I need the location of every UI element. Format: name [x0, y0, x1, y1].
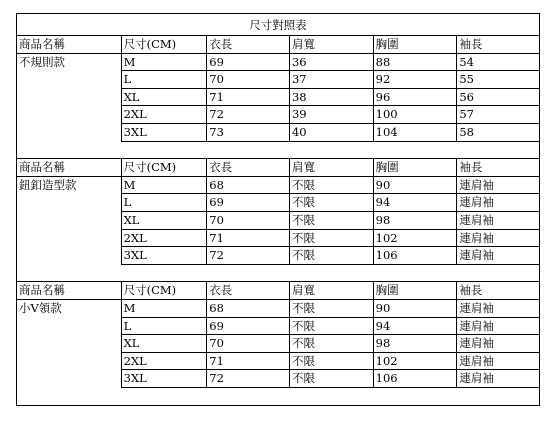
column-header: 袖長 [456, 36, 539, 54]
table-row [17, 335, 539, 353]
column-header: 胸圍 [373, 282, 457, 300]
product-name: 小V領款 [19, 300, 62, 315]
size-chart-table [16, 13, 540, 406]
column-header: 袖長 [456, 159, 539, 177]
table-cell: L [121, 194, 207, 212]
table-cell: 39 [289, 106, 373, 124]
table-row [17, 318, 539, 336]
column-header: 衣長 [206, 36, 289, 54]
header-row [17, 159, 539, 177]
table-cell: 3XL [121, 124, 207, 142]
table-cell: 連肩袖 [456, 194, 539, 212]
table-cell: 54 [456, 54, 539, 72]
table-cell: 連肩袖 [456, 335, 539, 353]
column-header: 尺寸(CM) [121, 282, 207, 300]
table-cell: 不限 [289, 247, 373, 265]
table-cell: 94 [373, 318, 457, 336]
table-cell: 102 [373, 230, 457, 248]
table-cell: M [121, 300, 207, 318]
table-cell: 72 [206, 247, 289, 265]
table-cell: 3XL [121, 247, 207, 265]
table-cell: 68 [206, 300, 289, 318]
table-cell: 36 [289, 54, 373, 72]
table-cell: 106 [373, 247, 457, 265]
column-header: 衣長 [206, 282, 289, 300]
table-cell: 71 [206, 89, 289, 107]
table-cell: XL [121, 335, 207, 353]
table-row [17, 54, 539, 72]
table-row [17, 106, 539, 124]
table-cell: M [121, 54, 207, 72]
empty-cell [17, 89, 121, 107]
column-header: 肩寬 [289, 282, 373, 300]
table-cell: 71 [206, 230, 289, 248]
table-cell: 38 [289, 89, 373, 107]
section-spacer [17, 142, 539, 160]
section-spacer [17, 388, 539, 406]
table-cell: 不限 [289, 335, 373, 353]
table-cell: 37 [289, 71, 373, 89]
table-cell: 連肩袖 [456, 318, 539, 336]
table-cell: 69 [206, 194, 289, 212]
table-cell: 98 [373, 212, 457, 230]
table-row [17, 124, 539, 142]
table-cell: 104 [373, 124, 457, 142]
table-cell: 2XL [121, 106, 207, 124]
table-cell: 2XL [121, 353, 207, 371]
column-header: 肩寬 [289, 159, 373, 177]
table-cell: 2XL [121, 230, 207, 248]
table-cell: XL [121, 89, 207, 107]
table-row [17, 247, 539, 265]
table-cell: 連肩袖 [456, 247, 539, 265]
table-cell: 72 [206, 370, 289, 388]
empty-cell [17, 247, 121, 265]
table-cell: 連肩袖 [456, 230, 539, 248]
table-cell: 92 [373, 71, 457, 89]
table-cell: 不限 [289, 370, 373, 388]
table-cell: 69 [206, 54, 289, 72]
table-cell: L [121, 318, 207, 336]
column-header: 尺寸(CM) [121, 36, 207, 54]
table-cell: 連肩袖 [456, 212, 539, 230]
empty-cell [17, 335, 121, 353]
table-row [17, 300, 539, 318]
empty-cell [17, 318, 121, 336]
section-spacer [17, 265, 539, 283]
table-cell: 70 [206, 71, 289, 89]
table-cell: L [121, 71, 207, 89]
table-cell: 連肩袖 [456, 300, 539, 318]
empty-cell [17, 370, 121, 388]
column-header: 商品名稱 [17, 282, 121, 300]
table-row [17, 177, 539, 195]
table-row [17, 230, 539, 248]
table-title: 尺寸對照表 [17, 14, 539, 36]
table-cell: 90 [373, 300, 457, 318]
table-cell: 102 [373, 353, 457, 371]
table-cell: XL [121, 212, 207, 230]
table-cell: 不限 [289, 177, 373, 195]
empty-cell [17, 106, 121, 124]
table-cell: M [121, 177, 207, 195]
table-cell: 71 [206, 353, 289, 371]
table-cell: 68 [206, 177, 289, 195]
table-cell: 98 [373, 335, 457, 353]
table-cell: 連肩袖 [456, 177, 539, 195]
empty-cell [17, 230, 121, 248]
table-cell: 40 [289, 124, 373, 142]
table-cell: 94 [373, 194, 457, 212]
table-cell: 90 [373, 177, 457, 195]
table-cell: 不限 [289, 230, 373, 248]
empty-cell [17, 124, 121, 142]
column-header: 尺寸(CM) [121, 159, 207, 177]
header-row [17, 282, 539, 300]
empty-cell [17, 194, 121, 212]
column-header: 商品名稱 [17, 159, 121, 177]
header-row [17, 36, 539, 54]
table-cell: 72 [206, 106, 289, 124]
table-row [17, 212, 539, 230]
table-cell: 不限 [289, 212, 373, 230]
table-cell: 96 [373, 89, 457, 107]
table-cell: 3XL [121, 370, 207, 388]
table-cell: 不限 [289, 194, 373, 212]
table-cell: 100 [373, 106, 457, 124]
column-header: 胸圍 [373, 159, 457, 177]
table-body [17, 36, 539, 405]
table-cell: 57 [456, 106, 539, 124]
table-cell: 106 [373, 370, 457, 388]
column-header: 胸圍 [373, 36, 457, 54]
table-cell: 不限 [289, 353, 373, 371]
table-row [17, 370, 539, 388]
table-cell: 69 [206, 318, 289, 336]
table-cell: 55 [456, 71, 539, 89]
table-row [17, 194, 539, 212]
column-header: 肩寬 [289, 36, 373, 54]
column-header: 商品名稱 [17, 36, 121, 54]
table-cell: 不限 [289, 318, 373, 336]
column-header: 衣長 [206, 159, 289, 177]
table-row [17, 89, 539, 107]
table-cell: 58 [456, 124, 539, 142]
table-cell: 連肩袖 [456, 370, 539, 388]
table-cell: 88 [373, 54, 457, 72]
empty-cell [17, 353, 121, 371]
product-name: 鈕釦造型款 [19, 177, 77, 192]
table-row [17, 353, 539, 371]
empty-cell [17, 71, 121, 89]
table-cell: 70 [206, 212, 289, 230]
table-cell: 70 [206, 335, 289, 353]
table-cell: 73 [206, 124, 289, 142]
empty-cell [17, 212, 121, 230]
table-cell: 不限 [289, 300, 373, 318]
table-row [17, 71, 539, 89]
table-cell: 56 [456, 89, 539, 107]
column-header: 袖長 [456, 282, 539, 300]
table-cell: 連肩袖 [456, 353, 539, 371]
product-name: 不規則款 [19, 54, 65, 69]
